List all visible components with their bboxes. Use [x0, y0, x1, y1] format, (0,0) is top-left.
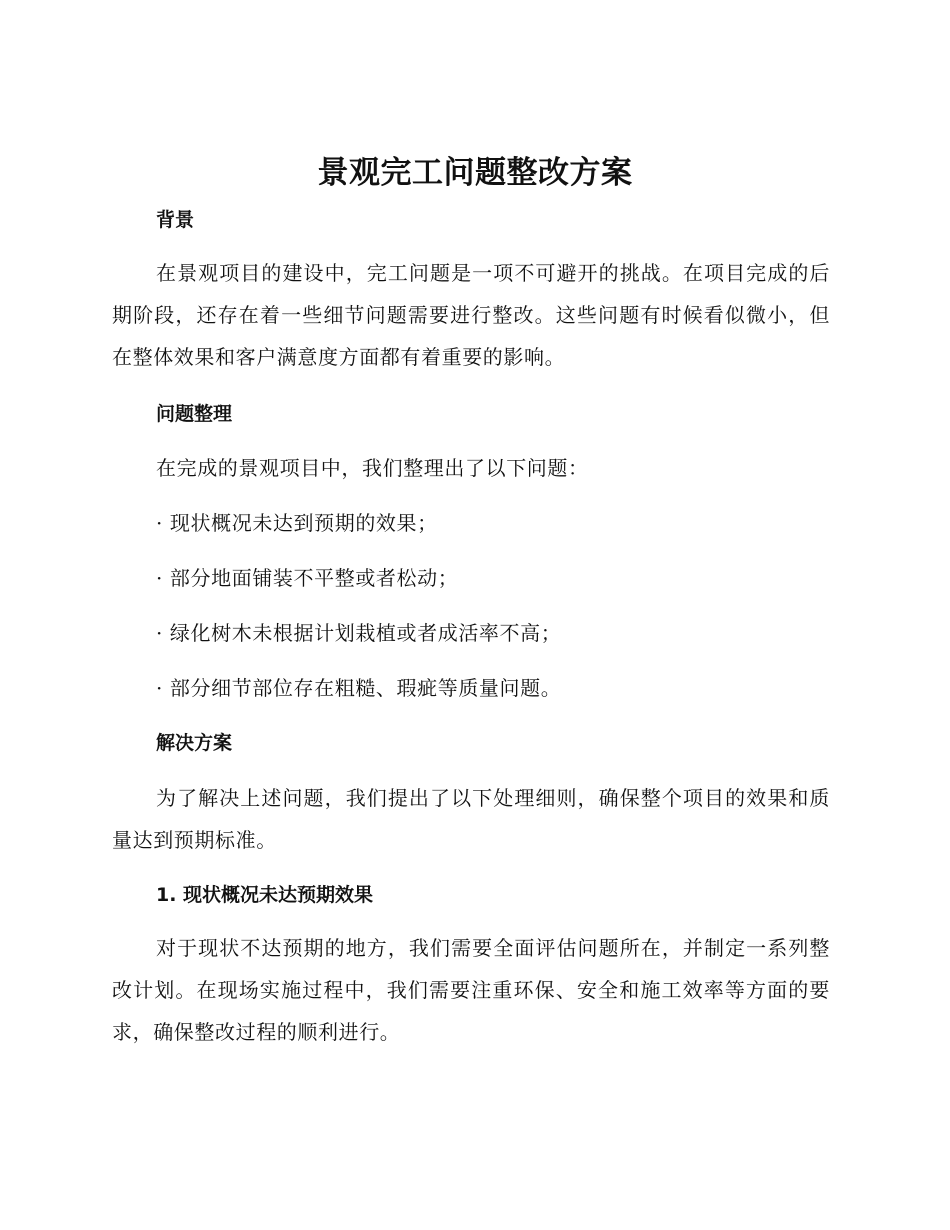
document-title: 景观完工问题整改方案 — [317, 155, 633, 191]
issue-item-3: · 绿化树木未根据计划栽植或者成活率不高； — [156, 621, 562, 645]
section-heading-issues: 问题整理 — [156, 403, 233, 425]
issues-intro: 在完成的景观项目中，我们整理出了以下问题： — [156, 456, 589, 480]
background-paragraph: 在景观项目的建设中，完工问题是一项不可避开的挑战。在项目完成的后期阶段，还存在着一些细节问题需要进行整改。这些问题有时候看似微小，但在整体效果和客户满意度方面都有着重要的影响。 — [112, 261, 830, 369]
solutions-paragraph: 为了解决上述问题，我们提出了以下处理细则，确保整个项目的效果和质量达到预期标准。 — [112, 786, 830, 852]
issue-item-4: · 部分细节部位存在粗糙、瑕疵等质量问题。 — [156, 676, 562, 700]
section-heading-background: 背景 — [156, 209, 195, 231]
section-heading-solutions: 解决方案 — [156, 732, 233, 754]
subsection-heading-1: 1. 现状概况未达预期效果 — [156, 884, 374, 906]
issue-item-2: · 部分地面铺装不平整或者松动； — [156, 566, 459, 590]
issue-item-1: · 现状概况未达到预期的效果； — [156, 511, 438, 535]
subsection-1-paragraph: 对于现状不达预期的地方，我们需要全面评估问题所在，并制定一系列整改计划。在现场实施过程中，我们需要注重环保、安全和施工效率等方面的要求，确保整改过程的顺利进行。 — [112, 936, 830, 1044]
